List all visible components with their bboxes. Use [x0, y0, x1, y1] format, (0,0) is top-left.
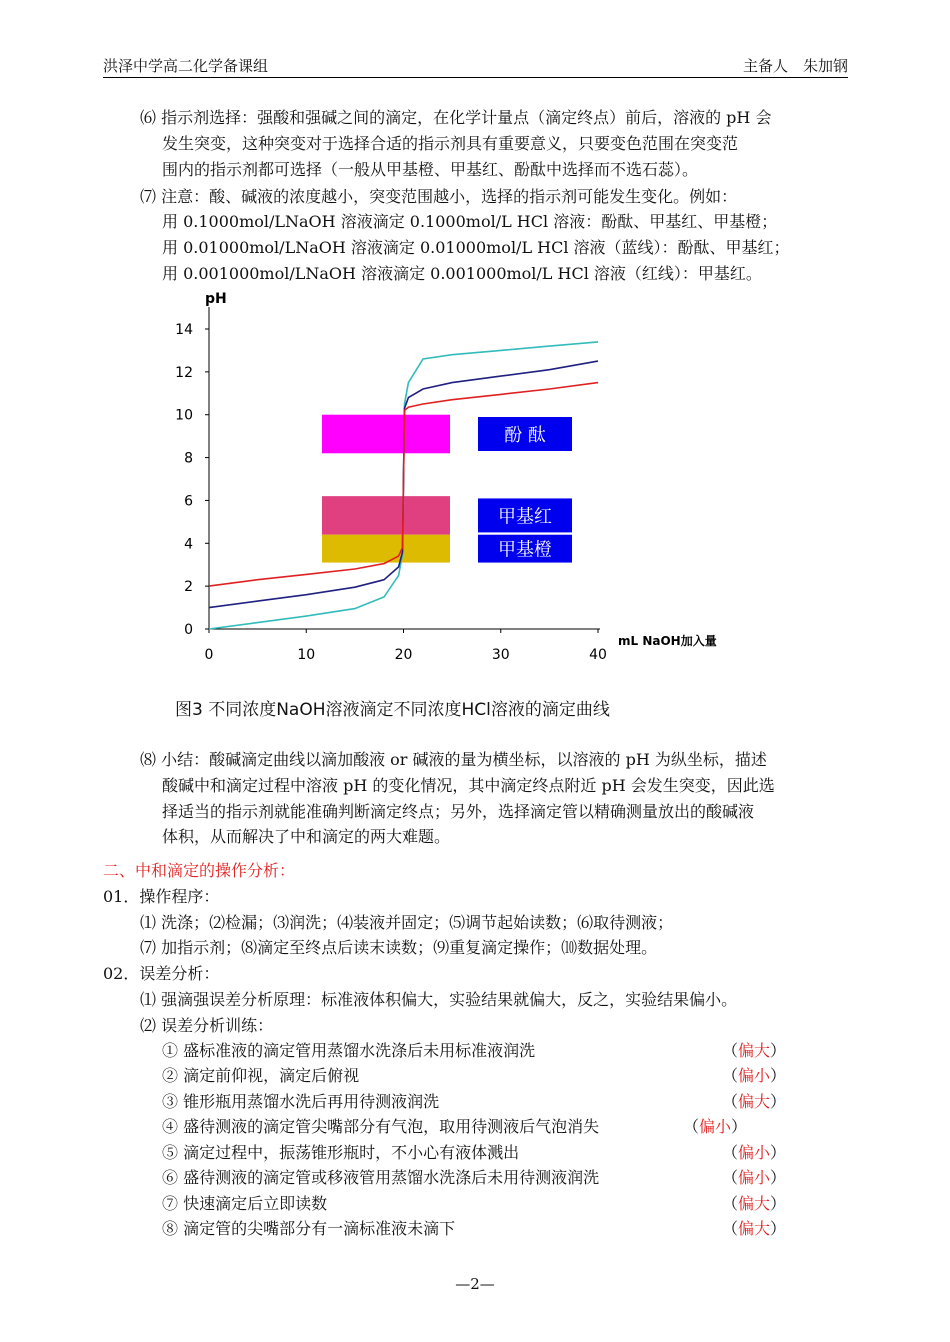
y-tick-label: 2 — [184, 579, 193, 596]
subsection-01: 01．操作程序： — [103, 887, 220, 906]
error-item: ② 滴定前仰视，滴定后俯视 — [162, 1066, 360, 1085]
titration-curves — [209, 342, 598, 629]
indicator-band — [322, 535, 450, 563]
error-answer — [722, 1091, 786, 1113]
para6-line: ⑹ 指示剂选择：强酸和强碱之间的滴定，在化学计量点（滴定终点）前后，溶液的 pH 会 — [140, 108, 772, 127]
y-tick-label: 8 — [184, 450, 193, 467]
y-tick-label: 6 — [184, 493, 193, 510]
error-answer — [722, 1142, 786, 1164]
paren-open: （ — [722, 1092, 739, 1111]
titration-chart — [150, 285, 750, 725]
error-training-title: ⑵ 误差分析训练： — [140, 1016, 274, 1035]
answer-value: 偏小 — [738, 1066, 771, 1085]
paren-close: ） — [770, 1092, 787, 1111]
procedure-line: ⑴ 洗涤；⑵检漏；⑶润洗；⑷装液并固定；⑸调节起始读数；⑹取待测液； — [140, 913, 674, 932]
para7-line: 用 0.001000mol/LNaOH 溶液滴定 0.001000mol/L HCl 溶液（红线）：甲基红。 — [162, 264, 762, 283]
paren-close: ） — [770, 1066, 787, 1085]
para6-line: 发生突变，这种突变对于选择合适的指示剂具有重要意义，只要变色范围在突变范 — [162, 134, 739, 153]
paren-open: （ — [722, 1194, 739, 1213]
header-left: 洪泽中学高二化学备课组 — [103, 57, 269, 75]
answer-value: 偏小 — [738, 1168, 771, 1187]
chart-axes — [175, 291, 717, 663]
figure-caption: 图3 不同浓度NaOH溶液滴定不同浓度HCl溶液的滴定曲线 — [175, 700, 610, 720]
x-tick-label: 30 — [491, 647, 510, 663]
answer-value: 偏大 — [738, 1041, 771, 1060]
x-axis-label: mL NaOH加入量 — [618, 634, 717, 648]
paren-close: ） — [731, 1117, 748, 1136]
y-tick-label: 4 — [184, 536, 193, 553]
paren-open: （ — [722, 1143, 739, 1162]
paren-open: （ — [722, 1219, 739, 1238]
indicator-band — [322, 496, 450, 535]
indicator-label: 酚 酞 — [504, 425, 546, 446]
para7-line: 用 0.01000mol/LNaOH 溶液滴定 0.01000mol/L HCl 溶液（蓝线）：酚酞、甲基红； — [162, 238, 790, 257]
error-item: ⑦ 快速滴定后立即读数 — [162, 1194, 328, 1213]
indicator-label: 甲基红 — [498, 506, 552, 528]
x-tick-label: 20 — [394, 647, 413, 663]
y-tick-label: 0 — [184, 622, 193, 638]
paren-close: ） — [770, 1041, 787, 1060]
answer-value: 偏大 — [738, 1194, 771, 1213]
paren-close: ） — [770, 1168, 787, 1187]
error-answer — [683, 1116, 747, 1138]
page-number: —2— — [455, 1275, 495, 1293]
paren-open: （ — [722, 1066, 739, 1085]
indicator-bands — [322, 415, 572, 563]
para6-line: 围内的指示剂都可选择（一般从甲基橙、甲基红、酚酞中选择而不选石蕊）。 — [162, 160, 699, 179]
answer-value: 偏小 — [738, 1143, 771, 1162]
x-tick-label: 40 — [589, 647, 607, 663]
paren-close: ） — [770, 1194, 787, 1213]
para8-line: 择适当的指示剂就能准确判断滴定终点；另外，选择滴定管以精确测量放出的酸碱液 — [162, 802, 755, 821]
error-answer — [722, 1065, 786, 1087]
page-header — [103, 55, 848, 78]
y-axis-label: pH — [205, 291, 227, 307]
procedure-line: ⑺ 加指示剂；⑻滴定至终点后读末读数；⑼重复滴定操作；⑽数据处理。 — [140, 938, 658, 957]
y-tick-label: 10 — [175, 407, 193, 424]
x-tick-label: 0 — [204, 647, 214, 663]
header-right: 主备人 朱加钢 — [742, 57, 848, 75]
para8-line: 体积，从而解决了中和滴定的两大难题。 — [162, 827, 451, 846]
indicator-band — [322, 415, 450, 454]
x-tick-label: 10 — [297, 647, 316, 663]
section-heading: 二、中和滴定的操作分析： — [103, 861, 296, 880]
para7-line: ⑺ 注意：酸、碱液的浓度越小，突变范围越小，选择的指示剂可能发生变化。例如： — [140, 187, 738, 206]
error-item: ① 盛标准液的滴定管用蒸馏水洗涤后未用标准液润洗 — [162, 1041, 536, 1060]
para8-line: ⑻ 小结：酸碱滴定曲线以滴加酸液 or 碱液的量为横坐标，以溶液的 pH 为纵坐标，描述 — [140, 750, 767, 769]
error-item: ⑥ 盛待测液的滴定管或移液管用蒸馏水洗涤后未用待测液润洗 — [162, 1168, 600, 1187]
error-item: ④ 盛待测液的滴定管尖嘴部分有气泡，取用待测液后气泡消失 — [162, 1117, 600, 1136]
error-item: ⑤ 滴定过程中，振荡锥形瓶时，不小心有液体溅出 — [162, 1143, 520, 1162]
error-answer — [722, 1193, 786, 1215]
error-answer — [722, 1218, 786, 1240]
para8-line: 酸碱中和滴定过程中溶液 pH 的变化情况，其中滴定终点附近 pH 会发生突变，因此选 — [162, 776, 775, 795]
error-answer — [722, 1040, 786, 1062]
indicator-label: 甲基橙 — [498, 539, 552, 561]
paren-open: （ — [683, 1117, 700, 1136]
para7-line: 用 0.1000mol/LNaOH 溶液滴定 0.1000mol/L HCl 溶液：酚酞、甲基红、甲基橙； — [162, 212, 778, 231]
subsection-02: 02．误差分析： — [103, 964, 220, 983]
answer-value: 偏大 — [738, 1219, 771, 1238]
paren-open: （ — [722, 1041, 739, 1060]
error-item: ③ 锥形瓶用蒸馏水洗后再用待测液润洗 — [162, 1092, 440, 1111]
paren-close: ） — [770, 1143, 787, 1162]
error-item: ⑧ 滴定管的尖嘴部分有一滴标准液未滴下 — [162, 1219, 456, 1238]
paren-open: （ — [722, 1168, 739, 1187]
error-answer — [722, 1167, 786, 1189]
y-tick-label: 14 — [175, 322, 193, 338]
y-tick-label: 12 — [175, 364, 193, 381]
paren-close: ） — [770, 1219, 787, 1238]
error-principle: ⑴ 强滴强误差分析原理：标准液体积偏大，实验结果就偏大，反之，实验结果偏小。 — [140, 990, 738, 1009]
answer-value: 偏大 — [738, 1092, 771, 1111]
answer-value: 偏小 — [699, 1117, 732, 1136]
